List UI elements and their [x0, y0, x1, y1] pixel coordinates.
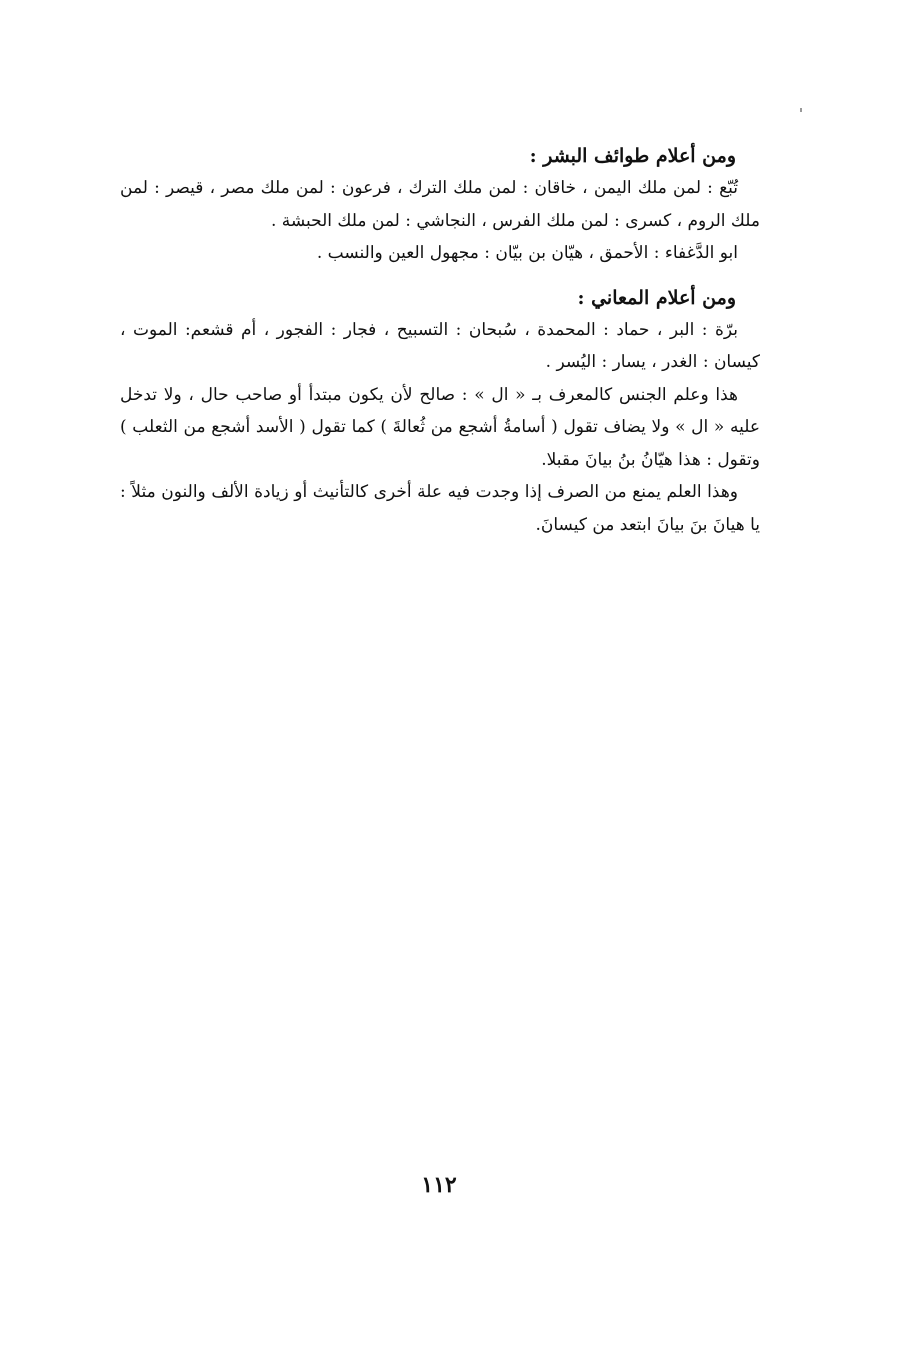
section-heading-meanings: ومن أعلام المعاني :	[577, 286, 736, 309]
page-number-text: ١١٢	[421, 1172, 457, 1198]
spacer	[120, 270, 760, 276]
paragraph-unknown-person: ابو الدَّغفاء : الأحمق ، هيّان بن بيّان : مجهول العين والنسب .	[316, 243, 738, 263]
paragraph-declension-rule: وهذا العلم يمنع من الصرف إذا وجدت فيه علة أخرى كالتأنيث أو زيادة الألف والنون مثلاً : يا هيانَ بنَ بيانَ ابتعد من كيسانَ.	[120, 482, 760, 535]
scan-speck	[800, 108, 802, 112]
section-heading-human-groups: ومن أعلام طوائف البشر :	[529, 145, 736, 167]
paragraph-kings-titles: تُبّع : لمن ملك اليمن ، خاقان : لمن ملك الترك ، فرعون : لمن ملك مصر ، قيصر : لمن ملك الروم ، كسرى : لمن ملك الفرس ، النجاشي : لمن ملك الحبشة .	[120, 178, 760, 231]
text-body	[120, 140, 760, 541]
paragraph-genus-name-rules: هذا وعلم الجنس كالمعرف بـ « ال » : صالح لأن يكون مبتدأ أو صاحب حال ، ولا تدخل عليه « ال » ولا يضاف تقول ( أسامةُ أشجع من ثُعالةَ ) كما تقول ( الأسد أشجع من الثعلب ) وتقول : هذا هيّانُ بنُ بيانَ مقبلا.	[120, 384, 760, 470]
page-number	[0, 1172, 908, 1198]
paragraph-meaning-names: برّة : البر ، حماد : المحمدة ، سُبحان : التسبيح ، فجار : الفجور ، أم قشعم: الموت ، كيسان : الغدر ، يسار : اليُسر .	[120, 319, 760, 372]
